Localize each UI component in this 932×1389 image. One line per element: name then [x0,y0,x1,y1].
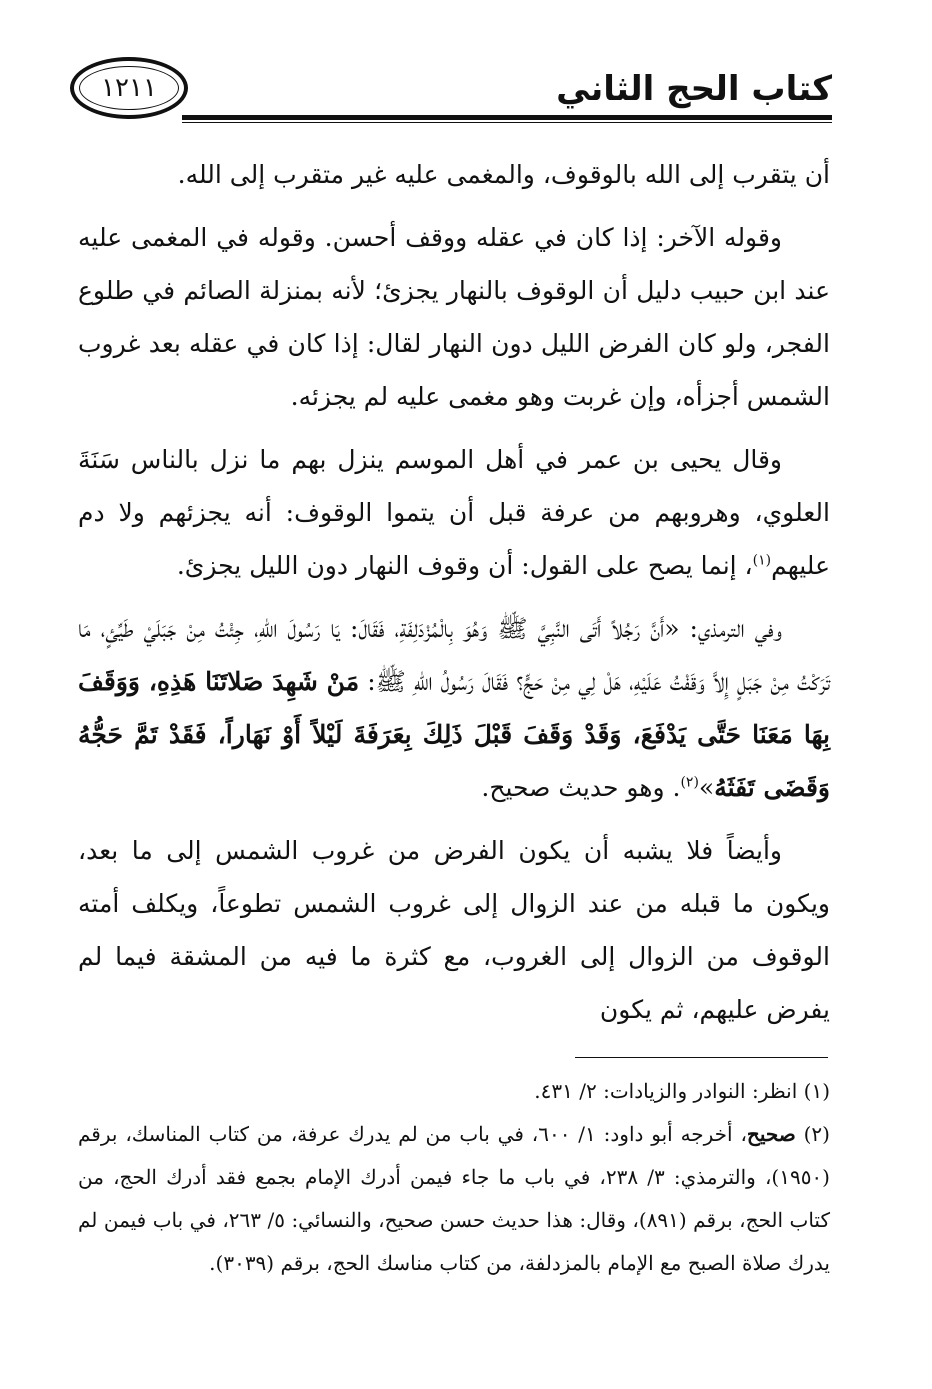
hadith-quote: مَنْ شَهِدَ صَلاتَنَا هَذِهِ، وَوَقَفَ بِهَا مَعَنَا حَتَّى يَدْفَعَ، وَقَدْ وَقَفَ قَبْلَ ذَلِكَ بِعَرَفَةَ لَيْلاً أَوْ نَهَاراً، فَقَدْ تَمَّ حَجُّهُ وَقَضَى تَفَثَهُ [78,667,830,802]
footnote-ref-2: (٢) [680,774,699,791]
quote-close: » [698,773,715,802]
paragraph-4-text-c: . وهو حديث صحيح. [481,773,681,802]
body-text [78,148,830,1046]
footnote-separator [575,1057,828,1058]
footnote-ref-1: (١) [752,552,772,569]
footnote-2-text: ، أخرجه أبو داود: ١/ ٦٠٠، في باب من لم يدرك عرفة، من كتاب المناسك، برقم (١٩٥٠)، والترمذي: ٣/ ٢٣٨، في باب ما جاء فيمن أدرك الإمام بجمع فقد أدرك الحج، من كتاب الحج، برقم (٨٩١)، وقال: هذا حديث حسن صحيح، والنسائي: ٥/ ٢٦٣، في باب فيمن لم يدرك صلاة الصبح مع الإمام بالمزدلفة، من كتاب مناسك الحج، برقم (٣٠٣٩). [78,1122,830,1275]
paragraph-1: أن يتقرب إلى الله بالوقوف، والمغمى عليه غير متقرب إلى الله. [177,160,830,189]
page-number: ١٢١١ [101,73,157,103]
footnote-2-number: (٢) [795,1122,830,1146]
paragraph-2: وقوله الآخر: إذا كان في عقله ووقف أحسن. وقوله في المغمى عليه عند ابن حبيب دليل أن الوقوف بالنهار يجزئ؛ لأنه بمنزلة الصائم في طلوع الفجر، ولو كان الفرض الليل دون النهار لقال: إذا كان في عقله بعد غروب الشمس أجزأه، وإن غربت وهو مغمى عليه لم يجزئه. [78,223,830,411]
paragraph-3 [78,433,830,592]
paragraph-3-text-a: وقال يحيى بن عمر في أهل الموسم ينزل بهم ما نزل بالناس سَنَةَ العلوي، وهروبهم من عرفة قبل أن يتموا الوقوف: أنه يجزئهم ولا دم عليهم [78,445,830,580]
header-rule-thick [182,115,832,120]
page-header [70,55,832,125]
footnotes [78,1070,830,1285]
running-title: كتاب الحج الثاني [556,69,832,109]
footnote-2 [78,1113,830,1285]
paragraph-4-text-a: وفي الترمذي: «أَنَّ رَجُلاً أَتَى النَّبِيَّ ﷺ وَهُوَ بِالْمُزْدَلِفَةِ، فَقَالَ: يَا رَسُولَ اللهِ، جِئْتُ مِنْ جَبَلَيْ طَيِّئٍ، مَا تَرَكْتُ مِنْ جَبَلٍ إِلاَّ وَقَفْتُ عَلَيْهِ، هَلْ لِي مِنْ حَجٍّ؟ فَقَالَ رَسُولُ اللهِ ﷺ: [78,614,830,696]
paragraph-5: وأيضاً فلا يشبه أن يكون الفرض من غروب الشمس إلى ما بعد، ويكون ما قبله من عند الزوال إلى غروب الشمس تطوعاً، ويكلف أمته الوقوف من الزوال إلى الغروب، مع كثرة ما فيه من المشقة فيما لم يفرض عليهم، ثم يكون [78,836,830,1024]
paragraph-4 [78,602,830,814]
paragraph-3-text-b: ، إنما يصح على القول: أن وقوف النهار دون الليل يجزئ. [176,551,753,580]
footnote-1: (١) انظر: النوادر والزيادات: ٢/ ٤٣١. [534,1079,830,1103]
page-number-oval [70,57,188,119]
footnote-2-grade: صحيح [746,1122,796,1146]
header-rule-thin [182,122,832,123]
